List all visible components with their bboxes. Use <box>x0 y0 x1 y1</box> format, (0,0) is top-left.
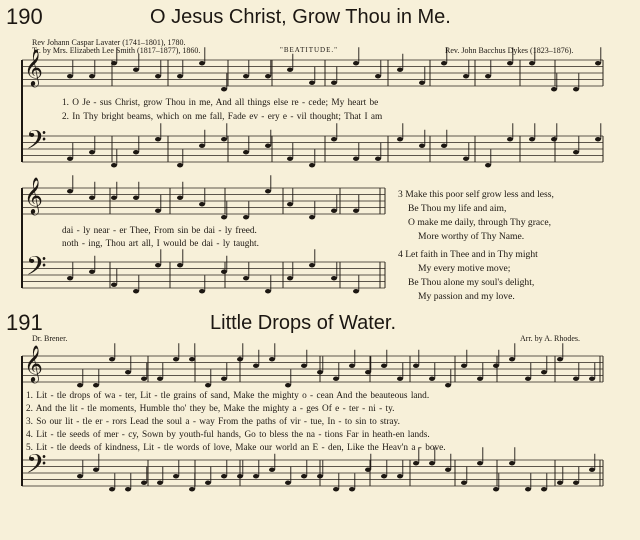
note-head <box>133 289 139 293</box>
note-head <box>177 74 183 78</box>
note-head <box>89 196 95 200</box>
note-head <box>221 377 227 381</box>
note-head <box>463 74 469 78</box>
note-head <box>595 61 601 65</box>
note-head <box>199 289 205 293</box>
note-head <box>253 474 259 478</box>
note-head <box>445 383 451 387</box>
note-head <box>155 74 161 78</box>
note-head <box>573 150 579 154</box>
note-head <box>93 468 99 472</box>
note-head <box>237 357 243 361</box>
note-head <box>477 461 483 465</box>
note-head <box>285 481 291 485</box>
note-head <box>331 276 337 280</box>
hymn-190-verse-1-line-1: 1. O Je - sus Christ, grow Thou in me, And all things else re - cede; My heart be <box>62 98 379 108</box>
note-head <box>253 364 259 368</box>
note-head <box>265 74 271 78</box>
note-head <box>397 474 403 478</box>
note-head <box>287 68 293 72</box>
note-head <box>551 137 557 141</box>
note-head <box>67 189 73 193</box>
note-head <box>221 87 227 91</box>
note-head <box>205 383 211 387</box>
hymn-190-words-credit: Rev Johann Caspar Lavater (1741–1801), 1780. <box>32 38 186 47</box>
note-head <box>309 81 315 85</box>
note-head <box>551 87 557 91</box>
note-head <box>155 137 161 141</box>
note-head <box>287 202 293 206</box>
note-head <box>285 383 291 387</box>
stanza-line: My passion and my love. <box>418 291 515 302</box>
note-head <box>67 74 73 78</box>
note-head <box>317 474 323 478</box>
note-head <box>413 364 419 368</box>
note-head <box>557 481 563 485</box>
note-head <box>125 370 131 374</box>
note-head <box>485 74 491 78</box>
note-head <box>133 196 139 200</box>
stanza-line: Be Thou alone my soul's delight, <box>408 277 535 288</box>
note-head <box>365 468 371 472</box>
note-head <box>375 157 381 161</box>
note-head <box>265 189 271 193</box>
hymn-190-number: 190 <box>6 4 43 29</box>
note-head <box>287 157 293 161</box>
note-head <box>485 163 491 167</box>
note-head <box>509 461 515 465</box>
note-head <box>157 377 163 381</box>
note-head <box>243 74 249 78</box>
note-head <box>419 81 425 85</box>
hymn-191-verse-1: 1. Lit - tle drops of wa - ter, Lit - tle grains of sand, Make the mighty o - cean And the beauteous land. <box>26 391 430 401</box>
note-head <box>541 487 547 491</box>
note-head <box>353 289 359 293</box>
note-head <box>199 144 205 148</box>
note-head <box>111 196 117 200</box>
hymn-190-verse-2-line-2: noth - ing, Thou art all, I would be dai - ly taught. <box>62 239 259 249</box>
stanza-line: My every motive move; <box>418 263 511 274</box>
note-head <box>89 150 95 154</box>
hymn-190-verse-1-line-2: dai - ly near - er Thee, From sin be dai - ly freed. <box>62 226 257 236</box>
note-head <box>353 157 359 161</box>
note-head <box>309 263 315 267</box>
note-head <box>269 468 275 472</box>
hymn-190-tune-name: "BEATITUDE." <box>280 46 338 54</box>
hymn-191-title: Little Drops of Water. <box>210 312 396 334</box>
note-head <box>221 474 227 478</box>
note-head <box>557 357 563 361</box>
note-head <box>381 474 387 478</box>
note-head <box>349 487 355 491</box>
stanza-line: Be Thou my life and aim, <box>408 203 507 214</box>
note-head <box>441 61 447 65</box>
note-head <box>397 137 403 141</box>
note-head <box>445 468 451 472</box>
note-head <box>141 377 147 381</box>
note-head <box>525 377 531 381</box>
note-head <box>177 196 183 200</box>
hymn-191-music-credit: Arr. by A. Rhodes. <box>520 334 580 343</box>
note-head <box>109 487 115 491</box>
note-head <box>189 357 195 361</box>
note-head <box>309 163 315 167</box>
note-head <box>477 377 483 381</box>
note-head <box>301 364 307 368</box>
hymn-191-verse-5: 5. Lit - tle deeds of kindness, Lit - tle words of love, Make our world an E - den, Like the Heav'n a - bove. <box>26 443 446 453</box>
note-head <box>265 289 271 293</box>
note-head <box>93 383 99 387</box>
note-head <box>221 137 227 141</box>
hymn-191-verse-2: 2. And the lit - tle moments, Humble tho' they be, Make the mighty a - ges Of e - ter - ni - ty. <box>26 404 395 414</box>
note-head <box>573 481 579 485</box>
treble-clef: 𝄞 <box>24 344 43 382</box>
note-head <box>429 377 435 381</box>
hymn-190-translator-credit: Tr. by Mrs. Elizabeth Lee Smith (1817–1877), 1860. <box>32 46 201 55</box>
bass-clef: 𝄢 <box>26 448 47 486</box>
note-head <box>237 474 243 478</box>
note-head <box>461 481 467 485</box>
note-head <box>331 209 337 213</box>
note-head <box>381 364 387 368</box>
hymn-191-number: 191 <box>6 310 43 335</box>
note-head <box>397 377 403 381</box>
note-head <box>317 370 323 374</box>
note-head <box>67 276 73 280</box>
note-head <box>243 276 249 280</box>
stanza-line: More worthy of Thy Name. <box>418 231 525 242</box>
note-head <box>529 137 535 141</box>
hymn-190-verse-2-line-1: 2. In Thy bright beams, which on me fall, Fade ev - ery e - vil thought; That I am <box>62 112 383 122</box>
note-head <box>541 370 547 374</box>
note-head <box>199 61 205 65</box>
note-head <box>109 357 115 361</box>
note-head <box>177 163 183 167</box>
note-head <box>221 270 227 274</box>
bass-clef: 𝄢 <box>26 250 47 288</box>
stanza-line: 3 Make this poor self grow less and less, <box>398 189 554 200</box>
note-head <box>269 357 275 361</box>
note-head <box>365 370 371 374</box>
note-head <box>573 87 579 91</box>
note-head <box>77 474 83 478</box>
note-head <box>589 377 595 381</box>
note-head <box>573 377 579 381</box>
note-head <box>413 461 419 465</box>
note-head <box>189 487 195 491</box>
note-head <box>419 144 425 148</box>
note-head <box>349 364 355 368</box>
treble-clef: 𝄞 <box>24 48 43 86</box>
note-head <box>141 481 147 485</box>
hymn-191-verse-4: 4. Lit - tle seeds of mer - cy, Sown by youth-ful hands, Go to bless the na - tions Far in heath-en lands. <box>26 430 430 440</box>
note-head <box>429 461 435 465</box>
note-head <box>331 137 337 141</box>
note-head <box>507 61 513 65</box>
note-head <box>301 474 307 478</box>
note-head <box>461 364 467 368</box>
note-head <box>243 215 249 219</box>
note-head <box>525 487 531 491</box>
note-head <box>133 150 139 154</box>
note-head <box>111 163 117 167</box>
note-head <box>493 487 499 491</box>
note-head <box>333 487 339 491</box>
note-head <box>463 157 469 161</box>
note-head <box>67 157 73 161</box>
note-head <box>375 74 381 78</box>
note-head <box>89 74 95 78</box>
note-head <box>173 474 179 478</box>
note-head <box>77 383 83 387</box>
note-head <box>353 61 359 65</box>
note-head <box>155 263 161 267</box>
note-head <box>155 209 161 213</box>
note-head <box>589 468 595 472</box>
note-head <box>441 144 447 148</box>
note-head <box>595 137 601 141</box>
stanza-line: 4 Let faith in Thee and in Thy might <box>398 249 538 260</box>
note-head <box>331 81 337 85</box>
note-head <box>243 150 249 154</box>
bass-clef: 𝄢 <box>26 124 47 162</box>
note-head <box>173 357 179 361</box>
treble-clef: 𝄞 <box>24 176 43 214</box>
hymn-191-words-credit: Dr. Brener. <box>32 334 68 343</box>
note-head <box>265 144 271 148</box>
note-head <box>287 276 293 280</box>
note-head <box>397 68 403 72</box>
note-head <box>111 61 117 65</box>
note-head <box>111 283 117 287</box>
hymn-190-title: O Jesus Christ, Grow Thou in Me. <box>150 6 451 28</box>
note-head <box>333 377 339 381</box>
note-head <box>199 202 205 206</box>
note-head <box>529 61 535 65</box>
note-head <box>177 263 183 267</box>
note-head <box>353 209 359 213</box>
note-head <box>221 215 227 219</box>
note-head <box>493 364 499 368</box>
note-head <box>157 481 163 485</box>
note-head <box>309 215 315 219</box>
note-head <box>133 68 139 72</box>
note-head <box>509 357 515 361</box>
stanza-line: O make me daily, through Thy grace, <box>408 217 552 228</box>
note-head <box>89 270 95 274</box>
hymn-190-music-credit: Rev. John Bacchus Dykes (1823–1876). <box>445 46 574 55</box>
hymn-191-verse-3: 3. So our lit - tle er - rors Lead the soul a - way From the paths of vir - tue, In - to sin to stray. <box>26 417 400 427</box>
note-head <box>125 487 131 491</box>
note-head <box>507 137 513 141</box>
note-head <box>205 481 211 485</box>
